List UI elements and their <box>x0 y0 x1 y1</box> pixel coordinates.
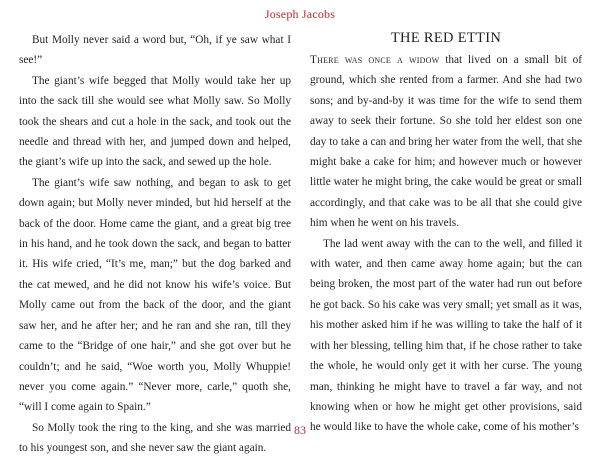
left-paragraph-2: The giant’s wife begged that Molly would take her up into the sack till she would see what Molly saw. So Molly took the shears and cut a hole in the sack, and took out the needle and thread with her, and jumped down and helped, the giant’s wife up into the sack, and sewed up the hole. <box>19 74 291 169</box>
opening-smallcaps: There was once a widow <box>310 54 440 66</box>
right-paragraph-2: The lad went away with the can to the well, and filled it with water, and then came away home again; but the can being broken, the most part of the water had run out before he got back. So his cake was very small; yet small as it was, his mother asked him if he was willing to take the half of it with her blessing, telling him that, if he chose rather to take the whole, he would only get it with her curse. The young man, thinking he might have to travel a far way, and not knowing when or how he might get other provisions, said he would like to have the whole cake, come of his mother’s <box>310 237 582 434</box>
chapter-title: THE RED ETTIN <box>390 30 502 46</box>
page-number: 83 <box>294 423 306 437</box>
right-column <box>310 30 582 438</box>
left-paragraph-3: The giant’s wife saw nothing, and began to ask to get down again; but Molly never minded, but hid herself at the back of the door. Home came the giant, and a great big tree in his hand, and he took down the sack, and began to batter it. His wife cried, “It’s me, man;” but the dog barked and the cat mewed, and he did not know his wife’s voice. But Molly came out from the back of the door, and the giant saw her, and he after her; and he ran and she ran, till they came to the “Bridge of one hair,” and she got over but he couldn’t; and he said, “Woe worth you, Molly Whuppie! never you come again.” “Never more, carle,” quoth she, “will I come again to Spain.” <box>19 176 291 414</box>
left-paragraph-4: So Molly took the ring to the king, and she was married to his youngest son, and she never saw the giant again. <box>19 421 291 455</box>
right-opening-paragraph <box>310 50 582 234</box>
opening-rest: that lived on a small bit of ground, which she rented from a farmer. And she had two sons; and by-and-by it was time for the wife to send them away to seek their fortune. So she told her eldest son one day to take a can and bring her water from the well, that she might bake a cake for him; and however much or however little water he might bring, the cake would be great or small accordingly, and that cake was to be all that she could give him when he went on his travels. <box>310 54 583 230</box>
left-column <box>19 30 291 459</box>
left-paragraph-1: But Molly never said a word but, “Oh, if ye saw what I see!” <box>19 34 291 67</box>
running-head: Joseph Jacobs <box>264 7 336 21</box>
